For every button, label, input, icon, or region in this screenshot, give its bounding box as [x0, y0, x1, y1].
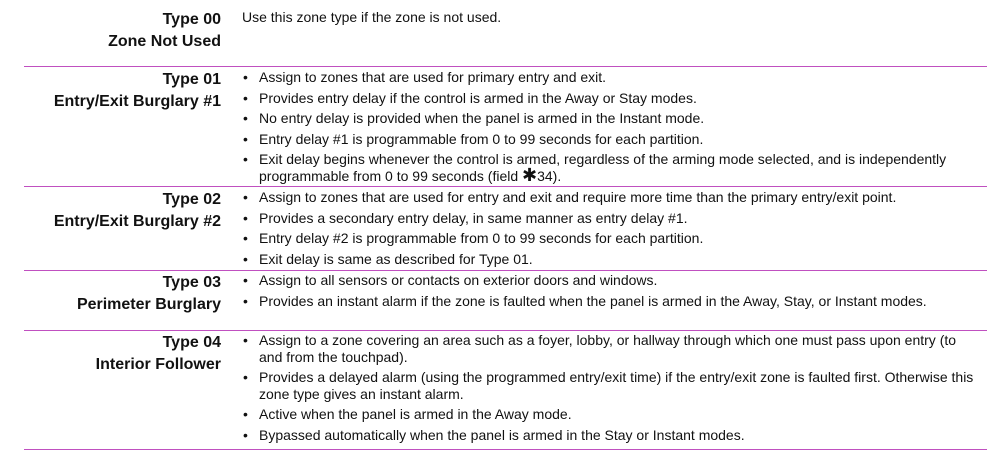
- divider: [24, 270, 987, 271]
- bullet-item: • Provides a secondary entry delay, in same manner as entry delay #1.: [242, 210, 982, 227]
- bullet-item: • Assign to a zone covering an area such as a foyer, lobby, or hallway through which one must pass upon entry (to and from the touchpad).: [242, 332, 982, 365]
- zone-bullets: [242, 189, 982, 267]
- bullet-item: • Provides an instant alarm if the zone is faulted when the panel is armed in the Away, Stay, or Instant modes.: [242, 293, 982, 310]
- zone-label: [0, 189, 221, 233]
- bullet-item: • Active when the panel is armed in the Away mode.: [242, 406, 982, 423]
- bullet-item: • Bypassed automatically when the panel is armed in the Stay or Instant modes.: [242, 427, 982, 444]
- bullet-item: • Assign to all sensors or contacts on exterior doors and windows.: [242, 272, 982, 289]
- zone-description: [242, 9, 982, 26]
- zone-bullets: [242, 69, 982, 184]
- zone-name: Entry/Exit Burglary #2: [53, 213, 221, 230]
- bullet-item: • Provides a delayed alarm (using the programmed entry/exit time) if the entry/exit zone is faulted first. Otherwise this zone type gives an instant alarm.: [242, 369, 982, 402]
- zone-type: Type 02: [162, 191, 221, 208]
- bullet-item: • Entry delay #1 is programmable from 0 to 99 seconds for each partition.: [242, 131, 982, 148]
- zone-description-text: Use this zone type if the zone is not used.: [242, 9, 502, 25]
- bullet-item: • Provides entry delay if the control is armed in the Away or Stay modes.: [242, 90, 982, 107]
- star-icon: ✱: [522, 164, 538, 185]
- divider: [24, 330, 987, 331]
- zone-name: Zone Not Used: [108, 33, 221, 50]
- divider: [24, 449, 987, 450]
- zone-label: [0, 69, 221, 113]
- zone-label: [0, 272, 221, 316]
- bullet-item: • No entry delay is provided when the panel is armed in the Instant mode.: [242, 110, 982, 127]
- divider: [24, 66, 987, 67]
- bullet-item: • Exit delay begins whenever the control is armed, regardless of the arming mode selected, and is independently programmable from 0 to 99 seconds (field ✱34).: [242, 151, 982, 184]
- bullet-item: • Assign to zones that are used for primary entry and exit.: [242, 69, 982, 86]
- bullet-item: • Entry delay #2 is programmable from 0 to 99 seconds for each partition.: [242, 230, 982, 247]
- zone-label: [0, 332, 221, 376]
- bullet-item: • Exit delay is same as described for Type 01.: [242, 251, 982, 268]
- divider: [24, 186, 987, 187]
- bullet-item: • Assign to zones that are used for entry and exit and require more time than the primary entry/exit point.: [242, 189, 982, 206]
- zone-name: Entry/Exit Burglary #1: [53, 93, 221, 110]
- zone-label: [0, 9, 221, 53]
- zone-name: Interior Follower: [95, 356, 221, 373]
- zone-type: Type 03: [162, 274, 221, 291]
- zone-type: Type 04: [162, 334, 221, 351]
- zone-name: Perimeter Burglary: [76, 296, 221, 313]
- zone-bullets: [242, 272, 982, 309]
- zone-bullets: [242, 332, 982, 443]
- zone-type: Type 01: [162, 71, 221, 88]
- zone-type: Type 00: [162, 11, 221, 28]
